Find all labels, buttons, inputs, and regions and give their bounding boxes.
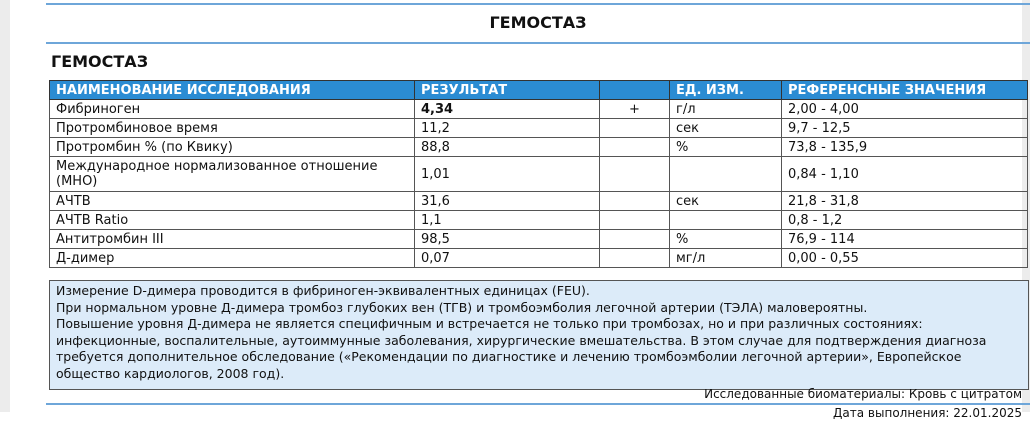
header-flag — [600, 81, 670, 100]
top-divider — [46, 3, 1030, 5]
completion-date: Дата выполнения: 22.01.2025 — [833, 406, 1022, 420]
reference-range: 0,8 - 1,2 — [782, 211, 1028, 230]
reference-range: 73,8 - 135,9 — [782, 138, 1028, 157]
test-result: 31,6 — [415, 192, 600, 211]
test-unit — [670, 157, 782, 192]
test-result: 1,1 — [415, 211, 600, 230]
biomaterial-info: Исследованные биоматериалы: Кровь с цитратом — [704, 387, 1022, 401]
table-row — [50, 249, 1028, 268]
test-name: Антитромбин III — [50, 230, 415, 249]
abnormal-flag — [600, 249, 670, 268]
test-result: 4,34 — [415, 100, 600, 119]
table-header-row — [50, 81, 1028, 100]
table-row — [50, 211, 1028, 230]
test-unit: сек — [670, 119, 782, 138]
abnormal-flag — [600, 138, 670, 157]
test-unit: % — [670, 138, 782, 157]
test-unit: сек — [670, 192, 782, 211]
abnormal-flag — [600, 192, 670, 211]
table-row — [50, 192, 1028, 211]
test-name: Протромбин % (по Квику) — [50, 138, 415, 157]
test-unit: мг/л — [670, 249, 782, 268]
abnormal-flag — [600, 157, 670, 192]
abnormal-flag — [600, 119, 670, 138]
test-result: 98,5 — [415, 230, 600, 249]
d-dimer-note — [49, 280, 1029, 390]
table-row — [50, 119, 1028, 138]
reference-range: 0,00 - 0,55 — [782, 249, 1028, 268]
abnormal-flag: + — [600, 100, 670, 119]
test-unit — [670, 211, 782, 230]
reference-range: 76,9 - 114 — [782, 230, 1028, 249]
test-name: Фибриноген — [50, 100, 415, 119]
note-line: При нормальном уровне Д-димера тромбоз глубоких вен (ТГВ) и тромбоэмболия легочной артерии (ТЭЛА) маловероятны. — [56, 299, 868, 315]
header-reference: РЕФЕРЕНСНЫЕ ЗНАЧЕНИЯ — [782, 81, 1028, 100]
table-row — [50, 100, 1028, 119]
test-name: Международное нормализованное отношение (МНО) — [50, 157, 415, 192]
lab-report-page — [46, 0, 1030, 420]
test-name: АЧТВ Ratio — [50, 211, 415, 230]
table-row — [50, 138, 1028, 157]
test-result: 0,07 — [415, 249, 600, 268]
reference-range: 2,00 - 4,00 — [782, 100, 1028, 119]
reference-range: 0,84 - 1,10 — [782, 157, 1028, 192]
abnormal-flag — [600, 230, 670, 249]
header-name: НАИМЕНОВАНИЕ ИССЛЕДОВАНИЯ — [50, 81, 415, 100]
test-unit: % — [670, 230, 782, 249]
header-unit: ЕД. ИЗМ. — [670, 81, 782, 100]
note-line: Измерение D-димера проводится в фибриноген-эквивалентных единицах (FEU). — [56, 283, 590, 298]
note-line: Повышение уровня Д-димера не является специфичным и встречается не только при тромбозах, но и при различных состояниях: инфекционные, воспалительные, аутоиммунные заболевания, хирургические вмешательства. В этом случае для подтверждения диагноза требуется дополнительное обследование («Рекомендации по диагностике и лечению тромбоэмболии легочной артерии», Европейское общество кардиологов, 2008 год). — [56, 316, 987, 381]
section-title: ГЕМОСТАЗ — [51, 52, 149, 71]
title-divider — [46, 42, 1030, 44]
test-name: Протромбиновое время — [50, 119, 415, 138]
test-unit: г/л — [670, 100, 782, 119]
left-margin-strip — [0, 0, 10, 412]
reference-range: 21,8 - 31,8 — [782, 192, 1028, 211]
reference-range: 9,7 - 12,5 — [782, 119, 1028, 138]
header-result: РЕЗУЛЬТАТ — [415, 81, 600, 100]
page-title: ГЕМОСТАЗ — [489, 13, 587, 32]
test-name: Д-димер — [50, 249, 415, 268]
abnormal-flag — [600, 211, 670, 230]
test-result: 11,2 — [415, 119, 600, 138]
test-name: АЧТВ — [50, 192, 415, 211]
results-table — [49, 80, 1028, 268]
table-row — [50, 230, 1028, 249]
test-result: 88,8 — [415, 138, 600, 157]
table-row — [50, 157, 1028, 192]
test-result: 1,01 — [415, 157, 600, 192]
